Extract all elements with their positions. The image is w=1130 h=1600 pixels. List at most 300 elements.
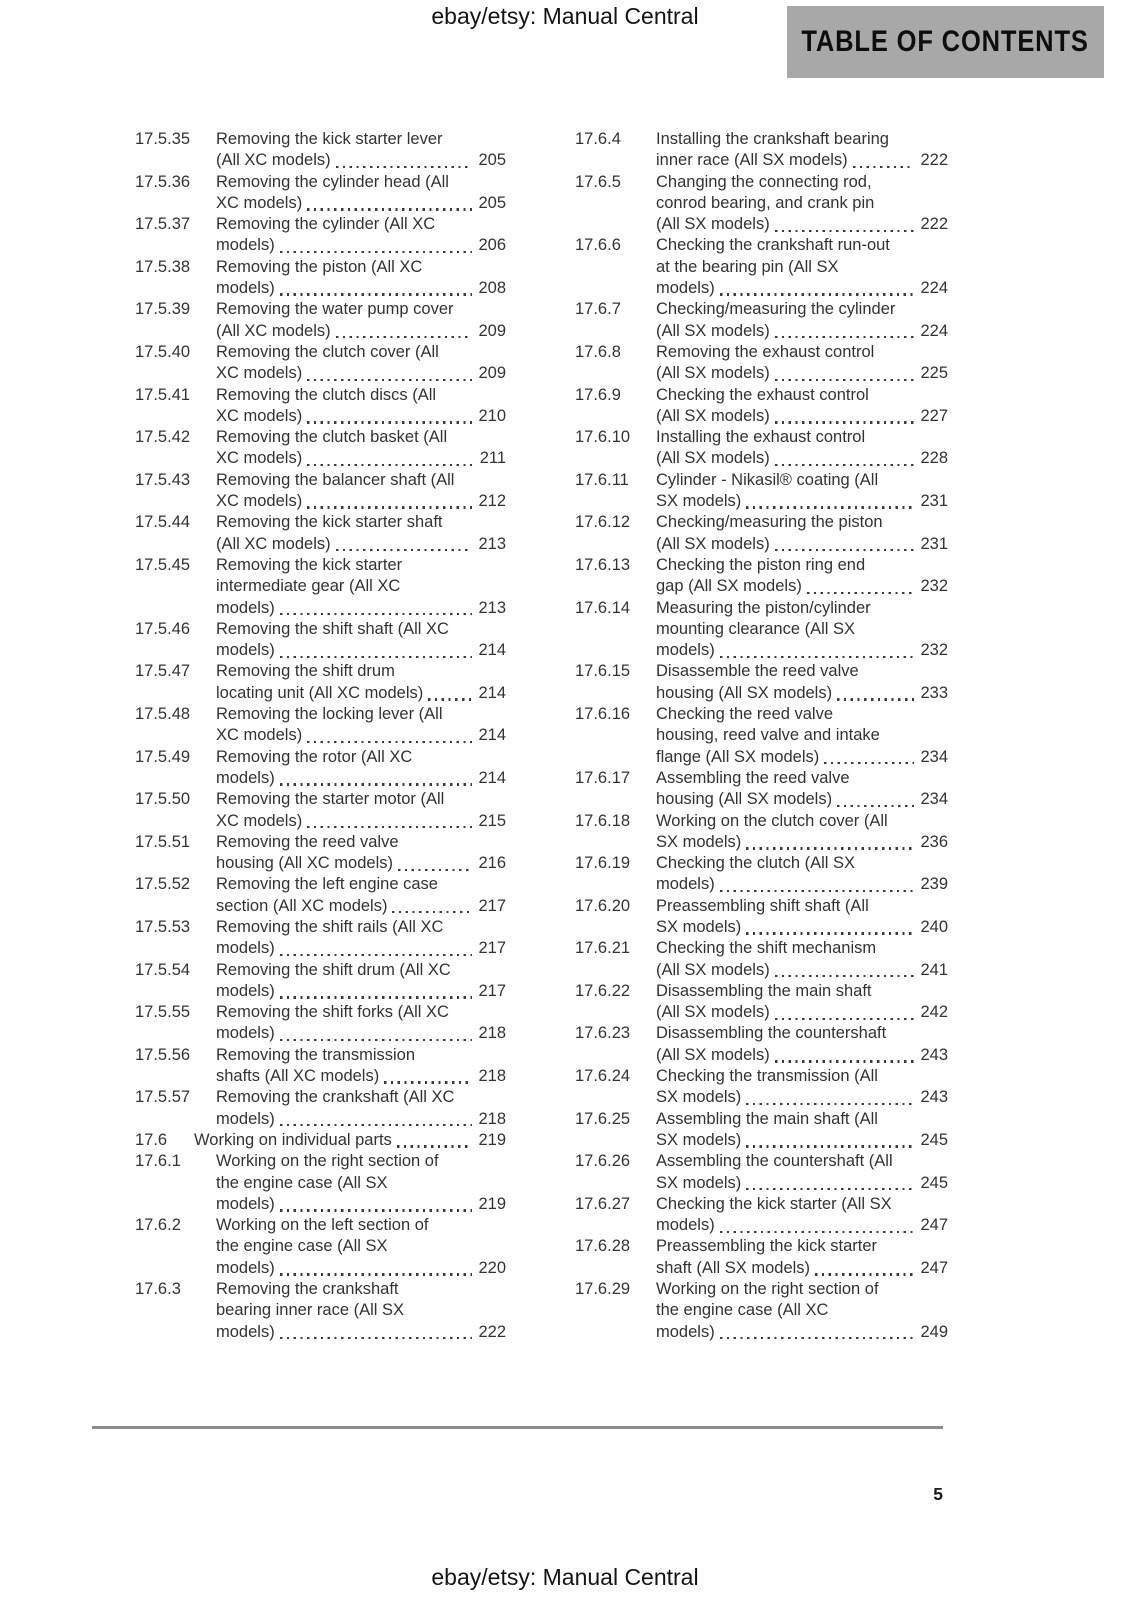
toc-entry-line — [656, 214, 948, 235]
toc-entry-number: 17.5.55 — [135, 1003, 191, 1022]
dot-leader — [837, 805, 914, 807]
dot-leader — [397, 1145, 472, 1147]
dot-leader — [720, 1231, 914, 1233]
dot-leader — [280, 1337, 472, 1339]
toc-entry-line — [656, 1215, 948, 1236]
toc-entry-line-text: models) — [656, 1216, 715, 1235]
toc-entry-line — [216, 321, 506, 342]
toc-entry-line-text: Working on individual parts — [194, 1130, 392, 1149]
toc-entry-page: 233 — [920, 683, 948, 702]
toc-entry-title — [216, 342, 506, 385]
toc-entry-line: Removing the kick starter lever — [216, 130, 443, 148]
toc-entry-line — [216, 725, 506, 746]
toc-entry — [135, 1279, 506, 1343]
toc-entry-number: 17.6.8 — [575, 342, 621, 361]
toc-entry-line — [216, 811, 506, 832]
page-header-site-label: ebay/etsy: Manual Central — [431, 3, 699, 29]
toc-entry-line-text: XC models) — [216, 406, 303, 425]
toc-entry-number: 17.6.1 — [135, 1152, 181, 1171]
toc-entry-title — [216, 917, 506, 960]
toc-entry-page: 205 — [478, 151, 506, 170]
toc-entry-line — [656, 1258, 948, 1279]
toc-entry-line: Removing the reed valve — [216, 832, 399, 851]
toc-entry-line — [216, 853, 506, 874]
dot-leader — [720, 293, 914, 295]
toc-entry-number: 17.5.43 — [135, 470, 191, 489]
toc-entry-line-text: XC models) — [216, 811, 303, 830]
toc-entry-page: 240 — [920, 917, 948, 936]
toc-entry-line-text: (All SX models) — [656, 1003, 770, 1022]
dot-leader — [307, 421, 472, 423]
toc-entry-line: Removing the shift forks (All XC — [216, 1003, 449, 1022]
dot-leader — [775, 464, 914, 466]
toc-entry-line — [656, 874, 948, 895]
toc-entry-line-text: housing (All XC models) — [216, 854, 393, 873]
toc-column-left — [135, 129, 506, 1343]
toc-entry-page: 243 — [920, 1088, 948, 1107]
dot-leader — [307, 208, 472, 210]
toc-entry-line — [656, 960, 948, 981]
dot-leader — [280, 1209, 472, 1211]
toc-entry — [135, 257, 506, 300]
toc-entry-title — [656, 1066, 948, 1109]
toc-entry — [135, 1002, 506, 1045]
toc-entry-page: 209 — [478, 321, 506, 340]
toc-entry-line-text: models) — [216, 641, 275, 660]
dot-leader — [280, 996, 472, 998]
dot-leader — [720, 890, 914, 892]
toc-entry-number: 17.6.2 — [135, 1216, 181, 1235]
toc-entry-line-text: housing (All SX models) — [656, 683, 833, 702]
toc-entry-number: 17.5.36 — [135, 172, 191, 191]
toc-entry-line — [216, 683, 506, 704]
toc-entry-line — [216, 1023, 506, 1044]
toc-entry-title — [656, 427, 948, 470]
toc-entry-line-text: models) — [216, 1194, 275, 1213]
toc-entry-number: 17.5.39 — [135, 300, 191, 319]
toc-entry-line-text: (All XC models) — [216, 534, 331, 553]
toc-entry-title — [216, 661, 506, 704]
toc-entry-title — [216, 747, 506, 790]
toc-entry-line: Removing the starter motor (All — [216, 790, 445, 809]
toc-entry — [575, 896, 948, 939]
toc-entry-line-text: models) — [216, 1024, 275, 1043]
dot-leader — [307, 379, 472, 381]
toc-entry-title — [656, 598, 948, 662]
toc-entry-line — [216, 1258, 506, 1279]
toc-entry-page: 211 — [479, 449, 506, 468]
toc-entry-number: 17.5.54 — [135, 960, 191, 979]
toc-entry-title — [656, 811, 948, 854]
toc-entry — [575, 512, 948, 555]
dot-leader — [336, 336, 472, 338]
toc-entry — [575, 661, 948, 704]
toc-entry-line: Removing the shift drum — [216, 662, 395, 681]
toc-entry-line: Removing the exhaust control — [656, 342, 875, 361]
toc-entry-title — [656, 129, 948, 172]
toc-entry-line-text: (All SX models) — [656, 534, 770, 553]
toc-entry-number: 17.6.5 — [575, 172, 621, 191]
dot-leader — [807, 592, 914, 594]
toc-entry-title — [656, 1194, 948, 1237]
toc-entry-line — [216, 534, 506, 555]
toc-entry-number: 17.6.16 — [575, 705, 631, 724]
dot-leader — [428, 698, 472, 700]
toc-entry-line: Removing the locking lever (All — [216, 705, 443, 724]
table-of-contents-title: TABLE OF CONTENTS — [801, 25, 1090, 58]
toc-entry-number: 17.5.50 — [135, 790, 191, 809]
dot-leader — [775, 421, 914, 423]
toc-entry-title — [656, 896, 948, 939]
toc-entry-number: 17.5.38 — [135, 257, 191, 276]
dot-leader — [837, 698, 914, 700]
toc-entry-page: 228 — [920, 449, 948, 468]
toc-column-right — [575, 129, 948, 1343]
toc-entry-line-text: (All SX models) — [656, 321, 770, 340]
toc-entry-line: Working on the right section of — [216, 1152, 439, 1171]
toc-entry-number: 17.6.27 — [575, 1194, 631, 1213]
toc-entry — [575, 470, 948, 513]
toc-entry-number: 17.6.15 — [575, 662, 631, 681]
toc-entry-line-text: SX models) — [656, 832, 742, 851]
dot-leader — [307, 741, 472, 743]
toc-entry-line: Removing the crankshaft — [216, 1280, 399, 1299]
toc-entry-line: Removing the clutch discs (All — [216, 385, 437, 404]
toc-entry — [135, 1045, 506, 1088]
toc-entry-page: 247 — [920, 1258, 948, 1277]
toc-entry-title — [216, 832, 506, 875]
toc-entry-line — [216, 640, 506, 661]
toc-entry-page: 213 — [478, 534, 506, 553]
toc-entry-title — [656, 555, 948, 598]
dot-leader — [746, 1145, 914, 1147]
toc-entry-line-text: XC models) — [216, 193, 303, 212]
toc-entry-line-text: models) — [656, 1322, 715, 1341]
dot-leader — [853, 166, 914, 168]
toc-entry-line — [656, 363, 948, 384]
dot-leader — [775, 549, 914, 551]
toc-entry-line — [216, 896, 506, 917]
toc-entry-page: 209 — [478, 364, 506, 383]
toc-entry-page: 232 — [920, 577, 948, 596]
toc-entry-title — [216, 512, 506, 555]
dot-leader — [280, 293, 472, 295]
toc-entry-page: 245 — [920, 1173, 948, 1192]
toc-entry-line-text: XC models) — [216, 726, 303, 745]
toc-entry-line — [656, 534, 948, 555]
toc-entry-line: housing, reed valve and intake — [656, 726, 880, 745]
toc-entry-page: 214 — [478, 768, 506, 787]
toc-entry-page: 219 — [478, 1194, 506, 1213]
toc-entry-number: 17.6.9 — [575, 385, 621, 404]
toc-entry-page: 222 — [478, 1322, 506, 1341]
toc-entry-number: 17.6.13 — [575, 555, 631, 574]
toc-entry — [135, 427, 506, 470]
toc-entry-line-text: models) — [216, 236, 275, 255]
toc-entry-title — [656, 1023, 948, 1066]
toc-entry — [135, 1151, 506, 1215]
toc-entry — [575, 385, 948, 428]
toc-entry-title — [656, 172, 948, 236]
toc-entry-line: the engine case (All SX — [216, 1237, 388, 1256]
toc-entry — [135, 1087, 506, 1130]
toc-entry-line: Removing the left engine case — [216, 875, 438, 894]
toc-entry-line: Assembling the countershaft (All — [656, 1152, 893, 1171]
toc-entry-page: 222 — [920, 151, 948, 170]
toc-entry-title — [216, 385, 506, 428]
toc-entry-line: Removing the piston (All XC — [216, 257, 423, 276]
toc-entry-line-text: (All XC models) — [216, 151, 331, 170]
toc-entry-line — [216, 235, 506, 256]
toc-entry-number: 17.5.56 — [135, 1045, 191, 1064]
toc-entry-page: 213 — [478, 598, 506, 617]
toc-entry-page: 212 — [478, 492, 506, 511]
toc-entry — [135, 512, 506, 555]
toc-entry-number: 17.5.47 — [135, 662, 191, 681]
toc-entry-number: 17.5.49 — [135, 747, 191, 766]
toc-entry-title — [216, 874, 506, 917]
toc-entry — [575, 981, 948, 1024]
toc-entry-page: 210 — [478, 406, 506, 425]
toc-entry-line-text: models) — [216, 279, 275, 298]
toc-entry-page: 218 — [478, 1109, 506, 1128]
toc-entry-title — [656, 1236, 948, 1279]
toc-entry-title — [216, 1087, 506, 1130]
dot-leader — [336, 166, 472, 168]
toc-entry-line: Disassemble the reed valve — [656, 662, 859, 681]
toc-entry-line-text: (All SX models) — [656, 406, 770, 425]
toc-entry-line-text: models) — [216, 1322, 275, 1341]
toc-entry-number: 17.6.11 — [575, 470, 629, 489]
toc-entry-line-text: (All SX models) — [656, 960, 770, 979]
toc-entry — [575, 1066, 948, 1109]
toc-entry-title — [656, 470, 948, 513]
dot-leader — [775, 975, 914, 977]
toc-entry — [135, 917, 506, 960]
toc-entry-line — [216, 448, 506, 469]
toc-entry-title — [216, 1002, 506, 1045]
toc-entry-line: Removing the cylinder (All XC — [216, 215, 436, 234]
toc-entry-title — [656, 1109, 948, 1152]
toc-entry-line: the engine case (All SX — [216, 1173, 388, 1192]
dot-leader — [720, 656, 914, 658]
toc-entry — [135, 342, 506, 385]
table-of-contents-banner — [787, 6, 1104, 78]
toc-entry-title — [656, 938, 948, 981]
toc-entry-line: Checking the exhaust control — [656, 385, 869, 404]
toc-entry-page: 239 — [920, 875, 948, 894]
toc-entry-line-text: inner race (All SX models) — [656, 151, 848, 170]
toc-entry-number: 17.6 — [135, 1130, 168, 1149]
toc-entry-number: 17.5.57 — [135, 1088, 191, 1107]
toc-entry-page: 234 — [920, 747, 948, 766]
dot-leader — [746, 932, 914, 934]
toc-entry-line: Removing the shift drum (All XC — [216, 960, 451, 979]
toc-entry-number: 17.6.22 — [575, 981, 631, 1000]
toc-entry-line-text: SX models) — [656, 1173, 742, 1192]
toc-entry-number: 17.6.17 — [575, 768, 631, 787]
toc-entry — [575, 598, 948, 662]
toc-entry-page: 208 — [478, 279, 506, 298]
toc-entry-line — [216, 278, 506, 299]
toc-entry-page: 227 — [920, 406, 948, 425]
toc-entry-number: 17.6.23 — [575, 1024, 631, 1043]
toc-entry — [575, 235, 948, 299]
toc-entry-number: 17.6.14 — [575, 598, 631, 617]
toc-entry-page: 241 — [920, 960, 948, 979]
toc-entry-line: Preassembling shift shaft (All — [656, 896, 869, 915]
toc-entry-line — [216, 491, 506, 512]
toc-entry-number: 17.5.45 — [135, 555, 191, 574]
toc-entry-line: Installing the exhaust control — [656, 428, 866, 447]
toc-entry-title — [216, 172, 506, 215]
toc-entry-page: 220 — [478, 1258, 506, 1277]
toc-entry-line — [216, 598, 506, 619]
toc-entry-line — [216, 363, 506, 384]
dot-leader — [280, 251, 472, 253]
toc-entry-line: Removing the rotor (All XC — [216, 747, 413, 766]
toc-entry-line: Changing the connecting rod, — [656, 172, 872, 191]
toc-entry-line — [656, 1087, 948, 1108]
toc-entry-line — [656, 150, 948, 171]
toc-entry-line: Removing the transmission — [216, 1045, 415, 1064]
toc-entry-number: 17.6.29 — [575, 1280, 631, 1299]
dot-leader — [746, 1188, 914, 1190]
toc-entry-title — [216, 427, 506, 470]
toc-entry — [575, 129, 948, 172]
dot-leader — [280, 954, 472, 956]
page-footer-site-label: ebay/etsy: Manual Central — [431, 1564, 699, 1590]
toc-entry-line — [656, 917, 948, 938]
toc-entry-line: Removing the cylinder head (All — [216, 172, 449, 191]
toc-entry-title — [216, 129, 506, 172]
toc-entry-number: 17.6.19 — [575, 854, 631, 873]
toc-entry-title — [656, 661, 948, 704]
toc-entry-line-text: XC models) — [216, 364, 303, 383]
toc-entry-line — [656, 448, 948, 469]
toc-entry-line: Checking/measuring the cylinder — [656, 300, 896, 319]
dot-leader — [307, 506, 472, 508]
toc-entry — [575, 1236, 948, 1279]
toc-entry-number: 17.6.4 — [575, 130, 621, 148]
toc-entry-page: 243 — [920, 1045, 948, 1064]
dot-leader — [746, 506, 914, 508]
toc-entry-number: 17.5.41 — [135, 385, 191, 404]
toc-entry-page: 231 — [920, 492, 948, 511]
toc-entry-line-text: locating unit (All XC models) — [216, 683, 424, 702]
toc-entry-line — [216, 938, 506, 959]
toc-entry-line: Removing the shift rails (All XC — [216, 917, 444, 936]
toc-entry — [135, 470, 506, 513]
toc-entry-page: 242 — [920, 1003, 948, 1022]
toc-entry — [575, 342, 948, 385]
toc-entry-page: 219 — [478, 1130, 506, 1149]
toc-entry — [575, 427, 948, 470]
toc-entry-title — [656, 981, 948, 1024]
toc-entry-line: Assembling the reed valve — [656, 768, 850, 787]
toc-entry-line: Removing the kick starter shaft — [216, 513, 443, 532]
toc-entry — [575, 811, 948, 854]
toc-entry-line: Removing the water pump cover — [216, 300, 454, 319]
dot-leader — [775, 1060, 914, 1062]
toc-entry-page: 232 — [920, 641, 948, 660]
toc-entry-line-text: models) — [216, 768, 275, 787]
toc-entry-line-text: models) — [656, 875, 715, 894]
toc-entry — [575, 172, 948, 236]
toc-entry-title — [656, 299, 948, 342]
toc-entry-line: Removing the clutch basket (All — [216, 428, 448, 447]
toc-entry-number: 17.5.37 — [135, 215, 191, 234]
toc-entry-line-text: (All SX models) — [656, 1045, 770, 1064]
toc-entry-title — [656, 1151, 948, 1194]
toc-entry-title — [216, 704, 506, 747]
toc-entry-number: 17.6.3 — [135, 1280, 181, 1299]
toc-entry-title — [656, 704, 948, 768]
toc-entry-line-text: (All SX models) — [656, 449, 770, 468]
toc-entry-title — [656, 235, 948, 299]
toc-entry-page: 205 — [478, 193, 506, 212]
dot-leader — [746, 1103, 914, 1105]
toc-entry-line-text: models) — [216, 981, 275, 1000]
toc-entry-line: Removing the shift shaft (All XC — [216, 619, 449, 638]
toc-entry-line: Measuring the piston/cylinder — [656, 598, 871, 617]
toc-entry-number: 17.6.25 — [575, 1109, 631, 1128]
dot-leader — [280, 613, 472, 615]
toc-entry-title — [656, 1279, 948, 1343]
toc-entry — [135, 129, 506, 172]
toc-entry — [575, 853, 948, 896]
toc-entry-title — [656, 342, 948, 385]
toc-entry-line-text: housing (All SX models) — [656, 790, 833, 809]
dot-leader — [280, 1124, 472, 1126]
toc-entry-line: Checking the transmission (All — [656, 1067, 878, 1086]
toc-entry-line — [216, 193, 506, 214]
toc-entry-number: 17.5.53 — [135, 917, 191, 936]
toc-entry — [575, 1279, 948, 1343]
toc-entry — [575, 704, 948, 768]
toc-entry-page: 234 — [920, 790, 948, 809]
toc-entry-line-text: gap (All SX models) — [656, 577, 802, 596]
toc-entry-page: 214 — [478, 641, 506, 660]
toc-entry-title — [216, 619, 506, 662]
toc-entry-title — [216, 257, 506, 300]
toc-entry-line: Disassembling the countershaft — [656, 1024, 887, 1043]
toc-entry-page: 231 — [920, 534, 948, 553]
toc-entry-line-text: (All SX models) — [656, 215, 770, 234]
toc-entry-page: 236 — [920, 832, 948, 851]
toc-entry-line-text: models) — [216, 1109, 275, 1128]
toc-entry-line-text: section (All XC models) — [216, 896, 388, 915]
toc-entry-line — [656, 576, 948, 597]
toc-entry-line: Checking the clutch (All SX — [656, 854, 856, 873]
toc-entry-line: Checking the kick starter (All SX — [656, 1194, 892, 1213]
toc-entry-number: 17.6.10 — [575, 428, 631, 447]
toc-entry-line — [216, 406, 506, 427]
toc-entry-number: 17.5.46 — [135, 619, 191, 638]
dot-leader — [775, 1018, 914, 1020]
toc-entry-title — [216, 1151, 506, 1215]
toc-entry-line: Removing the crankshaft (All XC — [216, 1088, 455, 1107]
toc-entry — [135, 1130, 506, 1151]
toc-entry — [575, 1109, 948, 1152]
page-number: 5 — [933, 1484, 943, 1504]
toc-entry-title — [216, 214, 506, 257]
dot-leader — [775, 336, 914, 338]
toc-entry-line: bearing inner race (All SX — [216, 1301, 405, 1320]
toc-entry-line-text: shaft (All SX models) — [656, 1258, 811, 1277]
toc-entry-line: Disassembling the main shaft — [656, 981, 872, 1000]
dot-leader — [280, 656, 472, 658]
